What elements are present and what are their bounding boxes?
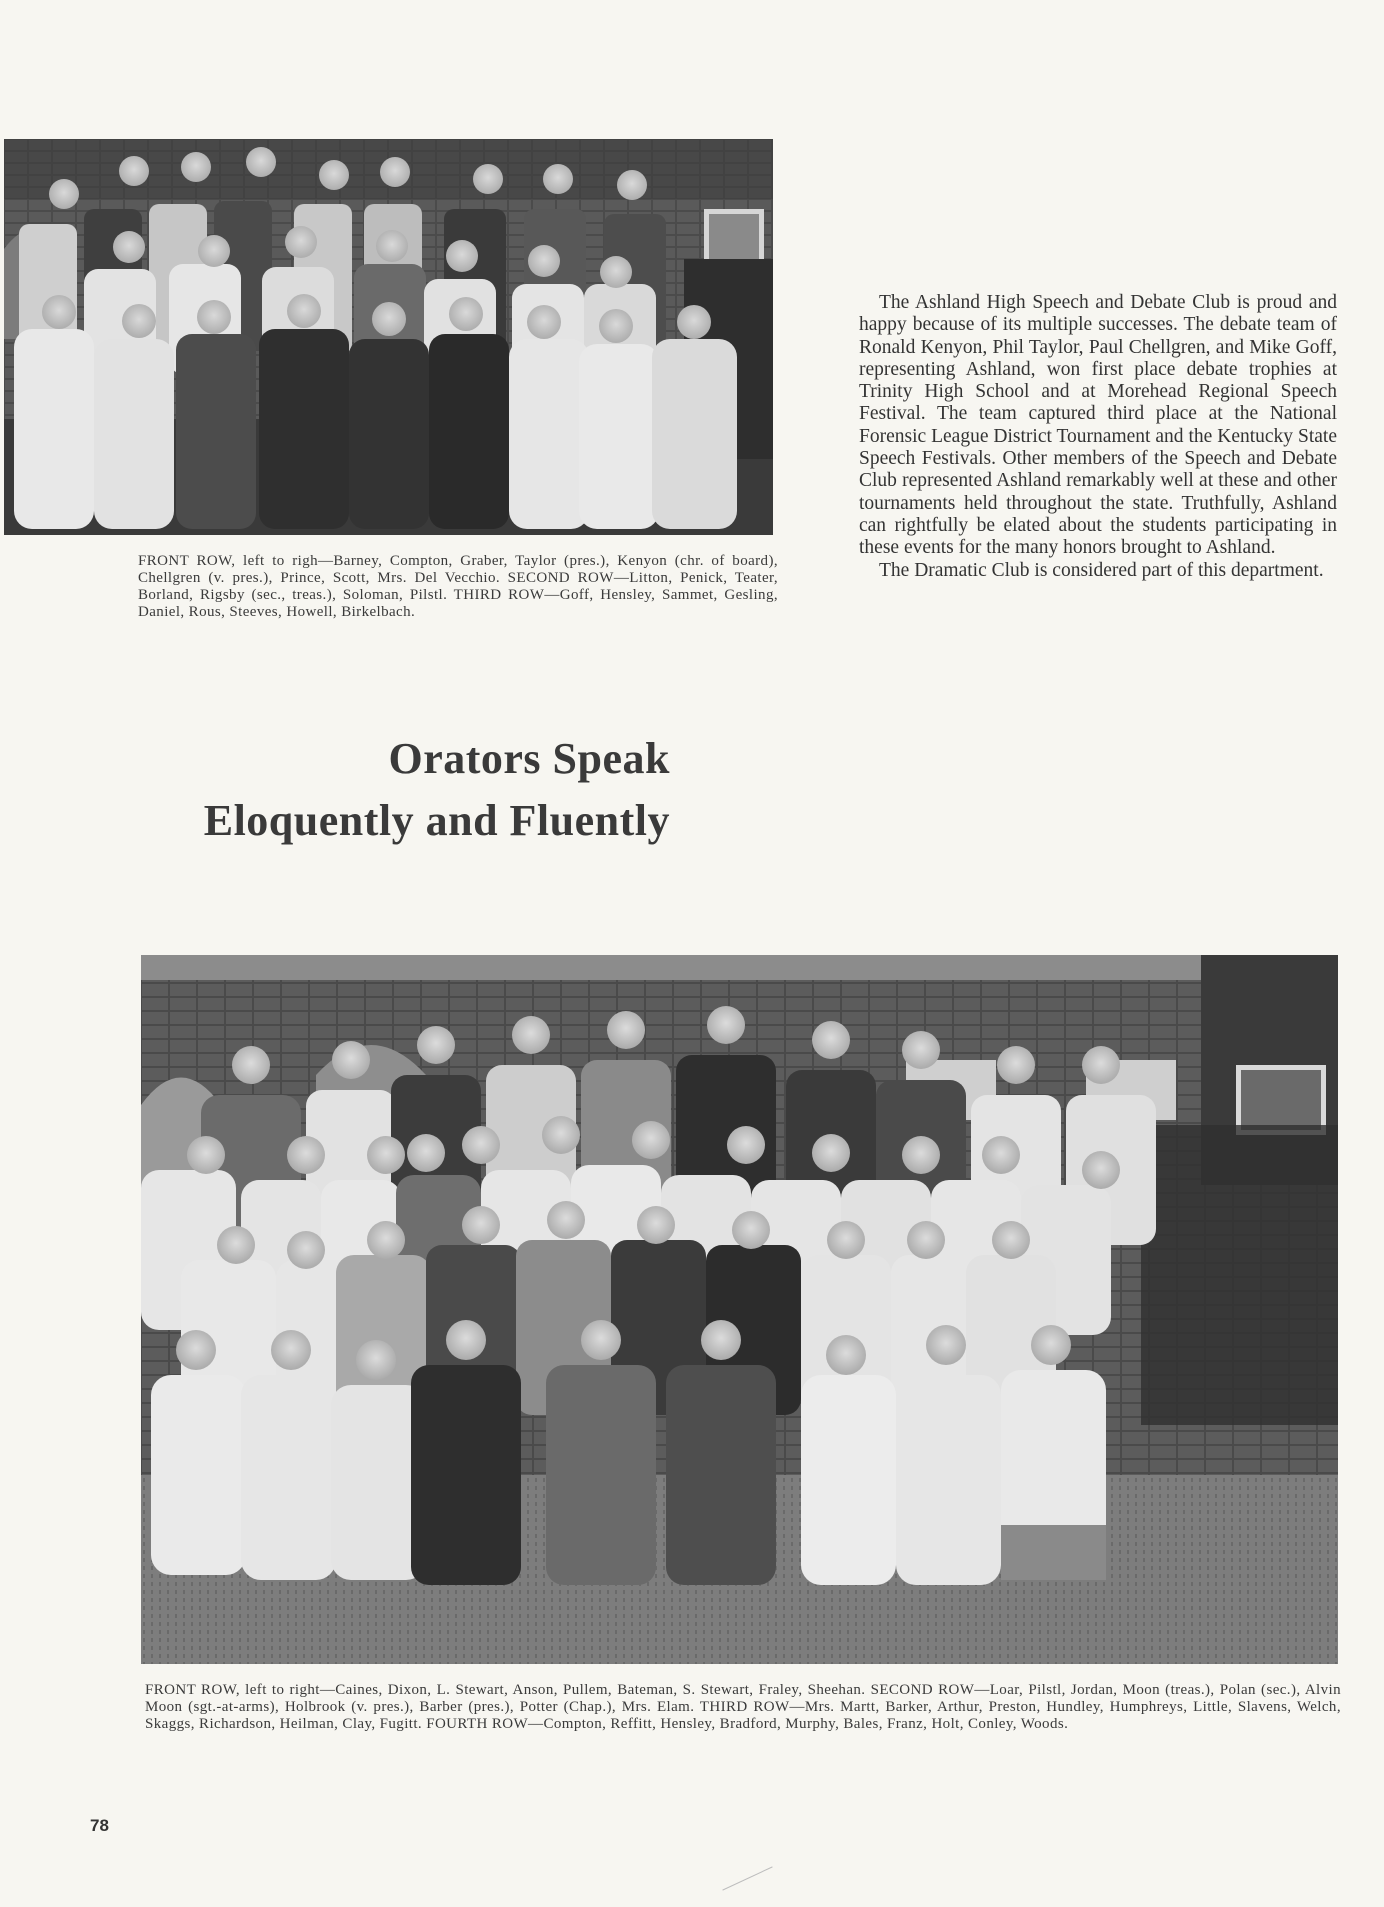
debate-club-photo bbox=[4, 139, 773, 535]
page-number: 78 bbox=[90, 1816, 109, 1835]
headline-line-2: Eloquently and Fluently bbox=[203, 796, 670, 845]
pen-mark bbox=[722, 1866, 772, 1890]
dramatic-club-caption: FRONT ROW, left to right—Caines, Dixon, L. Stewart, Anson, Pullem, Bateman, S. Stewart, Fraley, Sheehan. SECOND ROW—Loar, Pilstl, Jordan, Moon (treas.), Polan (sec.), Alvin Moon (sgt.-at-arms), Holbrook (v. pres.), Barber (pres.), Potter (Chap.), Mrs. Elam. THIRD ROW—Mrs. Martt, Barker, Arthur, Preston, Hundley, Humphreys, Little, Slavens, Welch, Skaggs, Richardson, Heilman, Clay, Fugitt. FOURTH ROW—Compton, Reffitt, Hensley, Bradford, Murphy, Bales, Franz, Holt, Conley, Woods. bbox=[145, 1682, 1341, 1732]
debate-club-caption: FRONT ROW, left to righ—Barney, Compton, Graber, Taylor (pres.), Kenyon (chr. of board), Chellgren (v. pres.), Prince, Scott, Mrs. Del Vecchio. SECOND ROW—Litton, Penick, Teater, Borland, Rigsby (sec., treas.), Soloman, Pilstl. THIRD ROW—Goff, Hensley, Sammet, Gesling, Daniel, Rous, Steeves, Howell, Birkelbach. bbox=[138, 553, 778, 620]
dramatic-club-photo bbox=[141, 955, 1338, 1664]
headline-line-1: Orators Speak bbox=[388, 734, 670, 783]
page-headline bbox=[204, 728, 670, 852]
body-paragraph: The Dramatic Club is considered part of this department. bbox=[879, 559, 1324, 581]
body-paragraph: The Ashland High Speech and Debate Club is proud and happy because of its multiple successes. The debate team of Ronald Kenyon, Phil Taylor, Paul Chellgren, and Mike Goff, representing Ashland, won first place debate trophies at Trinity High School and at Morehead Regional Speech Festival. The team captured third place at the National Forensic League District Tournament and the Kentucky State Speech Festivals. Other members of the Speech and Debate Club represented Ashland remarkably well at these and other tournaments held throughout the state. Truthfully, Ashland can rightfully be elated about the students participating in these events for the many honors brought to Ashland. bbox=[859, 292, 1337, 559]
article-body bbox=[859, 292, 1337, 582]
